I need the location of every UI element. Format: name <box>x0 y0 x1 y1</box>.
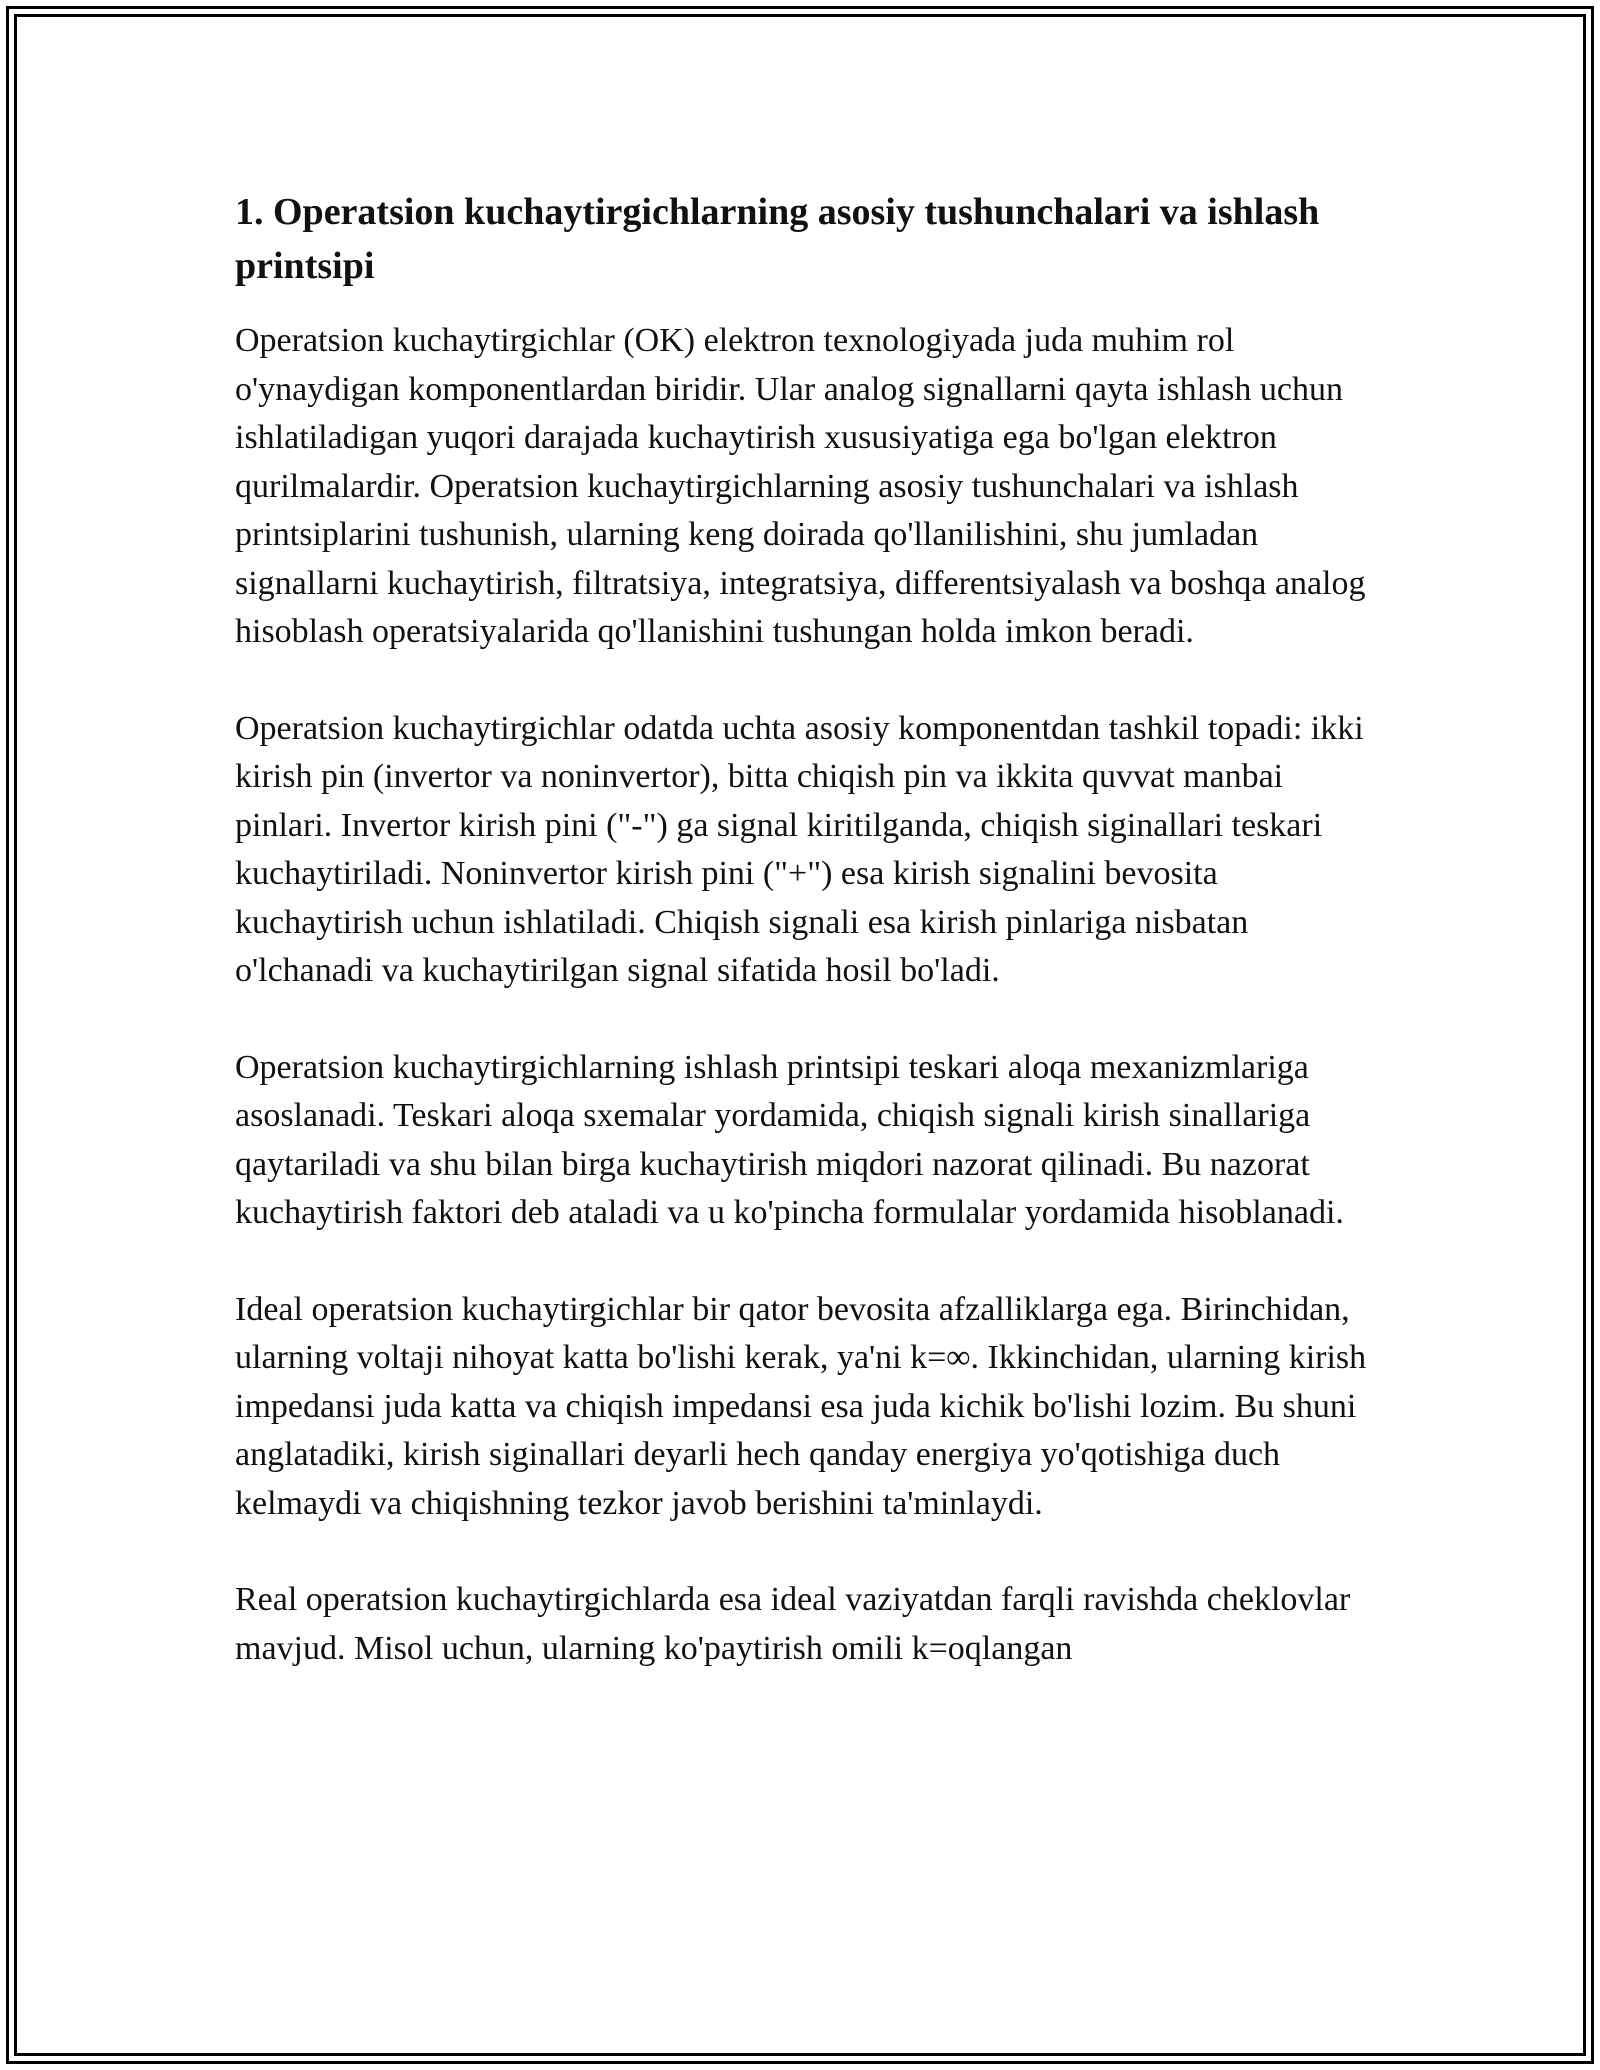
paragraph-1: Operatsion kuchaytirgichlar (OK) elektron texnologiyada juda muhim rol o'ynaydigan komponentlardan biridir. Ular analog signallarni qayta ishlash uchun ishlatiladigan yuqori darajada kuchaytirish xususiyatiga ega bo'lgan elektron qurilmalardir. Operatsion kuchaytirgichlarning asosiy tushunchalari va ishlash printsiplarini tushunish, ularning keng doirada qo'llanilishini, shu jumladan signallarni kuchaytirish, filtratsiya, integratsiya, differentsiyalash va boshqa analog hisoblash operatsiyalarida qo'llanishini tushungan holda imkon beradi. <box>235 322 1366 650</box>
document-body <box>235 185 1375 1721</box>
paragraph-2: Operatsion kuchaytirgichlar odatda uchta asosiy komponentdan tashkil topadi: ikki kirish pin (invertor va noninvertor), bitta chiqish pin va ikkita quvvat manbai pinlari. Invertor kirish pini ("-") ga signal kiritilganda, chiqish siginallari teskari kuchaytiriladi. Noninvertor kirish pini ("+") esa kirish signalini bevosita kuchaytirish uchun ishlatiladi. Chiqish signali esa kirish pinlariga nisbatan o'lchanadi va kuchaytirilgan signal sifatida hosil bo'ladi. <box>235 709 1364 989</box>
paragraph-5: Real operatsion kuchaytirgichlarda esa ideal vaziyatdan farqli ravishda cheklovlar mavjud. Misol uchun, ularning ko'paytirish omili k=oqlangan <box>235 1581 1351 1667</box>
section-heading: 1. Operatsion kuchaytirgichlarning asosiy tushunchalari va ishlash printsipi <box>235 191 1320 287</box>
paragraph-3: Operatsion kuchaytirgichlarning ishlash printsipi teskari aloqa mexanizmlariga asoslanadi. Teskari aloqa sxemalar yordamida, chiqish signali kirish sinallariga qaytariladi va shu bilan birga kuchaytirish miqdori nazorat qilinadi. Bu nazorat kuchaytirish faktori deb ataladi va u ko'pincha formulalar yordamida hisoblanadi. <box>235 1048 1344 1231</box>
paragraph-4: Ideal operatsion kuchaytirgichlar bir qator bevosita afzalliklarga ega. Birinchidan, ularning voltaji nihoyat katta bo'lishi kerak, ya'ni k=∞. Ikkinchidan, ularning kirish impedansi juda katta va chiqish impedansi esa juda kichik bo'lishi lozim. Bu shuni anglatadiki, kirish siginallari deyarli hech qanday energiya yo'qotishiga duch kelmaydi va chiqishning tezkor javob berishini ta'minlaydi. <box>235 1290 1367 1522</box>
